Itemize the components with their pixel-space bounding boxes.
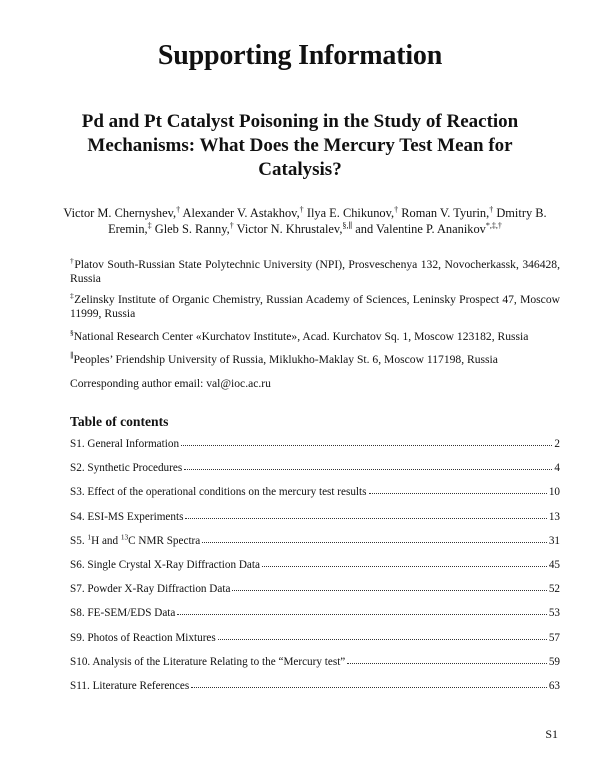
toc-entry-label: S1. General Information	[70, 438, 180, 450]
leader-dots	[262, 557, 547, 567]
affiliation: ‡Zelinsky Institute of Organic Chemistry, Russian Academy of Sciences, Leninsky Prospect 47, Moscow 11999, Russia	[70, 291, 560, 320]
corresponding-email: Corresponding author email: val@ioc.ac.ru	[70, 377, 271, 390]
affiliation: §National Research Center «Kurchatov Institute», Acad. Kurchatov Sq. 1, Moscow 123182, Russia	[70, 328, 529, 343]
toc-entry-label: S7. Powder X-Ray Diffraction Data	[70, 583, 231, 596]
toc-entry[interactable]	[70, 437, 560, 461]
toc-entry-label: S8. FE-SEM/EDS Data	[70, 607, 176, 620]
author: Roman V. Tyurin,†	[401, 204, 494, 220]
leader-dots	[202, 533, 547, 543]
toc-entry[interactable]	[70, 606, 560, 630]
affiliation: †Platov South-Russian State Polytechnic University (NPI), Prosveschenya 132, Novocherkassk, 346428, Russia	[70, 256, 560, 285]
toc-entry-page: 45	[548, 558, 560, 571]
toc-entry-label: S3. Effect of the operational conditions on the mercury test results	[70, 486, 367, 499]
toc-entry[interactable]	[70, 534, 560, 558]
document-title: Supporting Information	[157, 40, 443, 71]
leader-dots	[191, 678, 547, 688]
affiliation: ∥Peoples’ Friendship University of Russia, Miklukho-Maklay St. 6, Moscow 117198, Russia	[70, 351, 498, 366]
toc-entry-label: S6. Single Crystal X-Ray Diffraction Data	[70, 558, 260, 571]
toc-entry-page: 13	[548, 510, 560, 523]
leader-dots	[218, 630, 547, 640]
author: Dmitry B. Eremin,‡	[108, 206, 547, 236]
leader-dots	[347, 654, 547, 664]
toc-entry[interactable]	[70, 631, 560, 655]
toc-entry[interactable]	[70, 485, 560, 509]
table-of-contents	[70, 437, 560, 703]
leader-dots	[184, 460, 552, 470]
toc-entry[interactable]	[70, 510, 560, 534]
toc-entry-page: 53	[548, 607, 560, 620]
leader-dots	[232, 581, 546, 591]
page-number: S1	[545, 727, 558, 741]
toc-entry-page: 63	[548, 679, 560, 692]
toc-entry[interactable]	[70, 558, 560, 582]
leader-dots	[369, 484, 547, 494]
toc-entry-label: S10. Analysis of the Literature Relating to the “Mercury test”	[70, 655, 346, 668]
toc-entry[interactable]	[70, 679, 560, 703]
toc-entry[interactable]	[70, 461, 560, 485]
toc-heading: Table of contents	[70, 414, 169, 429]
toc-entry-page: 4	[554, 462, 560, 475]
toc-entry-page: 2	[554, 438, 560, 450]
toc-entry-label: S4. ESI-MS Experiments	[70, 510, 184, 523]
leader-dots	[181, 436, 552, 446]
toc-entry-page: 57	[548, 631, 560, 644]
toc-entry-label: S2. Synthetic Procedures	[70, 462, 183, 475]
toc-entry-label: S11. Literature References	[70, 679, 190, 692]
author: Gleb S. Ranny,†	[154, 220, 234, 236]
toc-entry-page: 59	[548, 655, 560, 668]
author: Victor N. Khrustalev,§,∥	[236, 220, 353, 236]
leader-dots	[177, 605, 546, 615]
author: Ilya E. Chikunov,†	[306, 204, 399, 220]
author: Victor M. Chernyshev,†	[63, 204, 181, 220]
toc-entry-page: 31	[548, 534, 560, 547]
toc-entry[interactable]	[70, 655, 560, 679]
paper-title: Pd and Pt Catalyst Poisoning in the Study of Reaction Mechanisms: What Does the Mercury Test Mean for Catalysis?	[81, 111, 519, 180]
toc-entry-page: 10	[548, 486, 560, 499]
author: and Valentine P. Ananikov*,‡,†	[355, 220, 502, 236]
author: Alexander V. Astakhov,†	[182, 204, 304, 220]
toc-entry-label: S9. Photos of Reaction Mixtures	[70, 631, 216, 644]
toc-entry-page: 52	[548, 583, 560, 596]
toc-entry-label: S5. $^1$H and $^{13}$C NMR Spectra	[70, 533, 201, 547]
author-list	[62, 205, 548, 237]
leader-dots	[185, 509, 546, 519]
toc-entry[interactable]	[70, 582, 560, 606]
